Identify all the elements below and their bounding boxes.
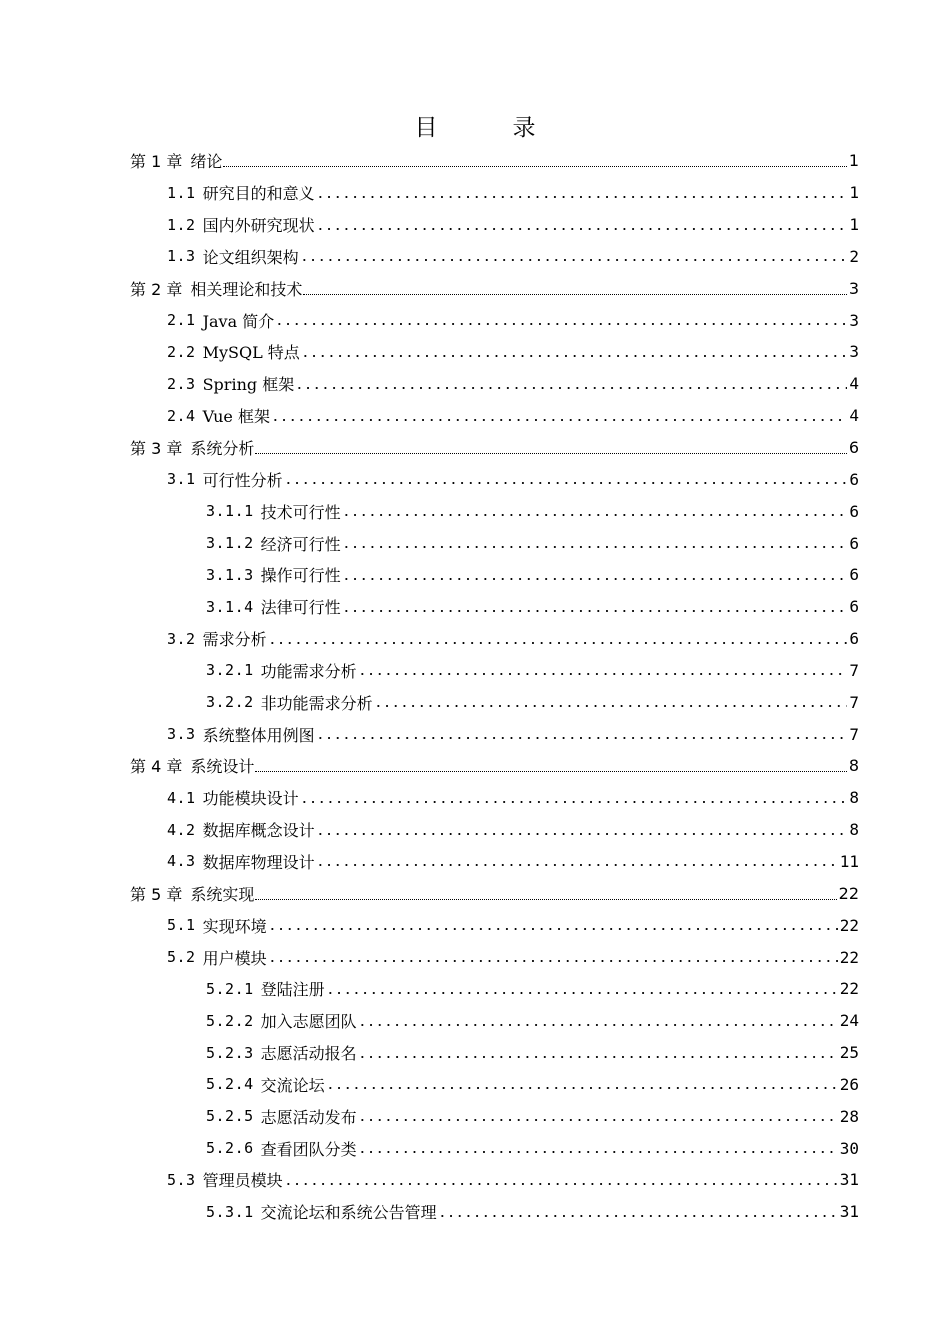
toc-entry-heading — [167, 627, 267, 650]
toc-section-row[interactable] — [0, 368, 950, 400]
toc-entry-heading — [130, 149, 222, 172]
toc-section-row[interactable] — [0, 177, 950, 209]
toc-section-row[interactable] — [0, 1164, 950, 1196]
dot-leader — [271, 407, 847, 427]
toc-chapter-row[interactable] — [0, 432, 950, 464]
toc-entry-number: 4.1 — [167, 788, 196, 807]
toc-page-number: 22 — [839, 947, 859, 967]
toc-entry-title: 功能模块设计 — [202, 789, 299, 809]
toc-page-number: 3 — [848, 278, 859, 298]
toc-entry-title: 国内外研究现状 — [202, 216, 315, 236]
toc-page-number: 6 — [849, 501, 859, 521]
dot-leader — [326, 1075, 838, 1095]
toc-page-number: 7 — [849, 692, 859, 712]
dot-leader — [300, 247, 848, 267]
toc-entry-title: 登陆注册 — [260, 980, 325, 1000]
page-title: 目 录 — [414, 115, 562, 141]
dot-leader — [295, 375, 847, 395]
toc-entry-number: 5.2.3 — [206, 1043, 254, 1062]
toc-entry-heading — [167, 723, 315, 746]
toc-section-row[interactable] — [0, 941, 950, 973]
toc-entry-title: 可行性分析 — [202, 470, 283, 490]
toc-entry-heading — [167, 468, 283, 491]
toc-entry-number: 3.2.1 — [206, 661, 254, 680]
toc-page-number: 1 — [848, 151, 859, 171]
toc-entry-heading — [206, 500, 341, 523]
toc-subsection-row[interactable] — [0, 686, 950, 718]
toc-entry-number: 2.3 — [167, 374, 196, 393]
toc-subsection-row[interactable] — [0, 591, 950, 623]
toc-subsection-row[interactable] — [0, 1068, 950, 1100]
toc-entry-heading — [167, 786, 299, 809]
toc-entry-title: 论文组织架构 — [202, 247, 299, 267]
dot-leader — [268, 630, 848, 650]
dot-leader — [342, 598, 848, 618]
toc-entry-number: 4.3 — [167, 852, 196, 871]
toc-page-number: 3 — [849, 342, 859, 362]
toc-entry-heading — [206, 659, 357, 682]
dot-leader — [358, 1012, 838, 1032]
dot-leader — [358, 661, 848, 681]
dot-leader — [374, 693, 848, 713]
toc-subsection-row[interactable] — [0, 973, 950, 1005]
toc-entry-number: 3.1.1 — [206, 502, 254, 521]
toc-subsection-row[interactable] — [0, 1196, 950, 1228]
toc-subsection-row[interactable] — [0, 559, 950, 591]
toc-subsection-row[interactable] — [0, 495, 950, 527]
toc-entry-title: 加入志愿团队 — [260, 1012, 357, 1032]
toc-entry-number: 5.2.1 — [206, 979, 254, 998]
toc-page-number: 25 — [839, 1043, 859, 1063]
dot-leader — [316, 725, 848, 745]
toc-page-number: 6 — [849, 597, 859, 617]
toc-entry-number: 5.3 — [167, 1170, 196, 1189]
toc-page-number: 24 — [839, 1011, 859, 1031]
dot-leader — [303, 294, 846, 295]
toc-entry-number: 第 3 章 — [130, 439, 183, 459]
toc-entry-title: 数据库概念设计 — [202, 821, 315, 841]
toc-entry-heading — [206, 1041, 357, 1064]
toc-chapter-row[interactable] — [0, 877, 950, 909]
toc-entry-heading — [206, 563, 341, 586]
toc-section-row[interactable] — [0, 209, 950, 241]
toc-entry-heading — [206, 1137, 357, 1160]
toc-entry-number: 3.1 — [167, 470, 196, 489]
dot-leader — [342, 534, 848, 554]
toc-page-number: 6 — [848, 438, 859, 458]
toc-entry-heading — [130, 754, 254, 777]
dot-leader — [316, 216, 848, 236]
toc-page-number: 6 — [849, 533, 859, 553]
toc-section-row[interactable] — [0, 623, 950, 655]
toc-entry-title: 查看团队分类 — [260, 1139, 357, 1159]
toc-entry-title: 系统分析 — [190, 439, 255, 459]
toc-section-row[interactable] — [0, 814, 950, 846]
dot-leader — [301, 343, 848, 363]
toc-entry-title: MySQL 特点 — [202, 343, 300, 363]
toc-entry-title: 非功能需求分析 — [260, 693, 373, 713]
toc-entry-heading — [167, 818, 315, 841]
toc-entry-heading — [167, 1168, 283, 1191]
toc-entry-number: 3.3 — [167, 725, 196, 744]
dot-leader — [268, 916, 838, 936]
dot-leader — [275, 311, 847, 331]
dot-leader — [223, 166, 846, 167]
toc-entry-title: 系统设计 — [190, 757, 255, 777]
toc-entry-number: 4.2 — [167, 820, 196, 839]
toc-entry-number: 5.2.6 — [206, 1139, 254, 1158]
toc-subsection-row[interactable] — [0, 527, 950, 559]
toc-entry-heading — [167, 309, 274, 332]
toc-page-number: 22 — [839, 979, 859, 999]
toc-entry-title: 经济可行性 — [260, 534, 341, 554]
toc-section-row[interactable] — [0, 304, 950, 336]
toc-entry-heading — [206, 691, 373, 714]
toc-entry-heading — [167, 181, 315, 204]
toc-entry-heading — [167, 404, 270, 427]
toc-page-number: 22 — [838, 883, 859, 903]
toc-subsection-row[interactable] — [0, 655, 950, 687]
toc-entry-title: 需求分析 — [202, 630, 267, 650]
toc-section-row[interactable] — [0, 400, 950, 432]
toc-entry-title: 技术可行性 — [260, 502, 341, 522]
toc-chapter-row[interactable] — [0, 272, 950, 304]
dot-leader — [358, 1044, 838, 1064]
toc-entry-number: 第 4 章 — [130, 757, 183, 777]
toc-entry-number: 5.2.5 — [206, 1107, 254, 1126]
toc-entry-title: 志愿活动报名 — [260, 1044, 357, 1064]
toc-entry-title: 相关理论和技术 — [190, 279, 303, 299]
toc-entry-number: 3.1.2 — [206, 534, 254, 553]
dot-leader — [255, 771, 846, 772]
toc-entry-title: 管理员模块 — [202, 1171, 283, 1191]
toc-entry-title: Java 简介 — [202, 311, 275, 331]
table-of-contents — [0, 145, 950, 1228]
dot-leader — [358, 1107, 838, 1127]
toc-page-number: 8 — [849, 820, 859, 840]
toc-entry-heading — [206, 1200, 437, 1223]
dot-leader — [342, 566, 848, 586]
toc-entry-number: 5.2 — [167, 948, 196, 967]
dot-leader — [255, 453, 846, 454]
dot-leader — [300, 789, 848, 809]
toc-entry-heading — [206, 1073, 325, 1096]
toc-entry-title: 操作可行性 — [260, 566, 341, 586]
toc-page-number: 4 — [849, 374, 859, 394]
toc-page-number: 3 — [849, 310, 859, 330]
toc-entry-title: 系统整体用例图 — [202, 725, 315, 745]
toc-entry-heading — [130, 436, 254, 459]
toc-entry-heading — [130, 882, 254, 905]
toc-page-number: 2 — [849, 246, 859, 266]
dot-leader — [316, 184, 848, 204]
toc-page-number: 26 — [839, 1074, 859, 1094]
toc-entry-number: 3.1.3 — [206, 565, 254, 584]
toc-entry-title: 数据库物理设计 — [202, 852, 315, 872]
dot-leader — [326, 980, 838, 1000]
toc-entry-number: 3.1.4 — [206, 597, 254, 616]
toc-subsection-row[interactable] — [0, 1100, 950, 1132]
toc-page-number: 8 — [849, 788, 859, 808]
toc-chapter-row[interactable] — [0, 145, 950, 177]
toc-entry-title: 功能需求分析 — [260, 661, 357, 681]
toc-entry-heading — [167, 340, 300, 363]
toc-section-row[interactable] — [0, 718, 950, 750]
toc-section-row[interactable] — [0, 846, 950, 878]
dot-leader — [284, 470, 848, 490]
dot-leader — [358, 1139, 838, 1159]
dot-leader — [316, 821, 848, 841]
toc-page-number: 4 — [849, 406, 859, 426]
toc-entry-title: 交流论坛 — [260, 1075, 325, 1095]
toc-entry-heading — [206, 1105, 357, 1128]
toc-page-number: 6 — [849, 469, 859, 489]
toc-entry-number: 第 5 章 — [130, 884, 183, 904]
toc-section-row[interactable] — [0, 336, 950, 368]
toc-entry-title: 绪论 — [190, 152, 223, 172]
toc-page-number: 1 — [849, 183, 859, 203]
toc-entry-number: 1.3 — [167, 247, 196, 266]
toc-page-number: 11 — [839, 851, 859, 871]
toc-page-number: 1 — [849, 215, 859, 235]
toc-entry-title: 交流论坛和系统公告管理 — [260, 1203, 437, 1223]
toc-page-number: 31 — [839, 1170, 859, 1190]
toc-page-number: 7 — [849, 724, 859, 744]
toc-entry-title: 系统实现 — [190, 884, 255, 904]
toc-page-number: 8 — [848, 756, 859, 776]
toc-entry-number: 5.2.2 — [206, 1011, 254, 1030]
toc-entry-heading — [130, 277, 302, 300]
toc-subsection-row[interactable] — [0, 1132, 950, 1164]
toc-entry-heading — [206, 977, 325, 1000]
toc-entry-heading — [167, 372, 294, 395]
toc-entry-title: 实现环境 — [202, 916, 267, 936]
toc-entry-number: 5.3.1 — [206, 1202, 254, 1221]
toc-entry-number: 3.2.2 — [206, 693, 254, 712]
toc-entry-number: 第 2 章 — [130, 279, 183, 299]
toc-entry-heading — [167, 946, 267, 969]
dot-leader — [268, 948, 838, 968]
toc-entry-number: 2.2 — [167, 342, 196, 361]
toc-page-number: 7 — [849, 660, 859, 680]
toc-page-number: 30 — [839, 1138, 859, 1158]
toc-entry-number: 5.2.4 — [206, 1075, 254, 1094]
dot-leader — [438, 1203, 838, 1223]
toc-entry-heading — [206, 1009, 357, 1032]
toc-page-number: 31 — [839, 1202, 859, 1222]
dot-leader — [342, 502, 848, 522]
toc-entry-title: 用户模块 — [202, 948, 267, 968]
toc-entry-heading — [206, 532, 341, 555]
toc-subsection-row[interactable] — [0, 1037, 950, 1069]
toc-page-number: 6 — [849, 565, 859, 585]
toc-section-row[interactable] — [0, 909, 950, 941]
dot-leader — [255, 899, 836, 900]
toc-entry-title: Spring 框架 — [202, 375, 295, 395]
toc-entry-title: 志愿活动发布 — [260, 1107, 357, 1127]
toc-entry-title: 法律可行性 — [260, 598, 341, 618]
toc-page-number: 22 — [839, 915, 859, 935]
toc-section-row[interactable] — [0, 241, 950, 273]
toc-entry-number: 1.2 — [167, 215, 196, 234]
toc-entry-number: 第 1 章 — [130, 152, 183, 172]
toc-entry-number: 1.1 — [167, 183, 196, 202]
toc-entry-number: 2.1 — [167, 311, 196, 330]
toc-page-number: 28 — [839, 1106, 859, 1126]
toc-section-row[interactable] — [0, 782, 950, 814]
toc-entry-heading — [206, 595, 341, 618]
toc-entry-number: 3.2 — [167, 629, 196, 648]
toc-entry-number: 5.1 — [167, 916, 196, 935]
toc-chapter-row[interactable] — [0, 750, 950, 782]
toc-entry-heading — [167, 213, 315, 236]
toc-page-number: 6 — [849, 629, 859, 649]
toc-subsection-row[interactable] — [0, 1005, 950, 1037]
toc-entry-heading — [167, 245, 299, 268]
dot-leader — [284, 1171, 838, 1191]
toc-entry-heading — [167, 914, 267, 937]
dot-leader — [316, 852, 838, 872]
toc-entry-number: 2.4 — [167, 406, 196, 425]
toc-entry-title: 研究目的和意义 — [202, 184, 315, 204]
toc-section-row[interactable] — [0, 463, 950, 495]
toc-entry-title: Vue 框架 — [202, 407, 270, 427]
toc-entry-heading — [167, 850, 315, 873]
